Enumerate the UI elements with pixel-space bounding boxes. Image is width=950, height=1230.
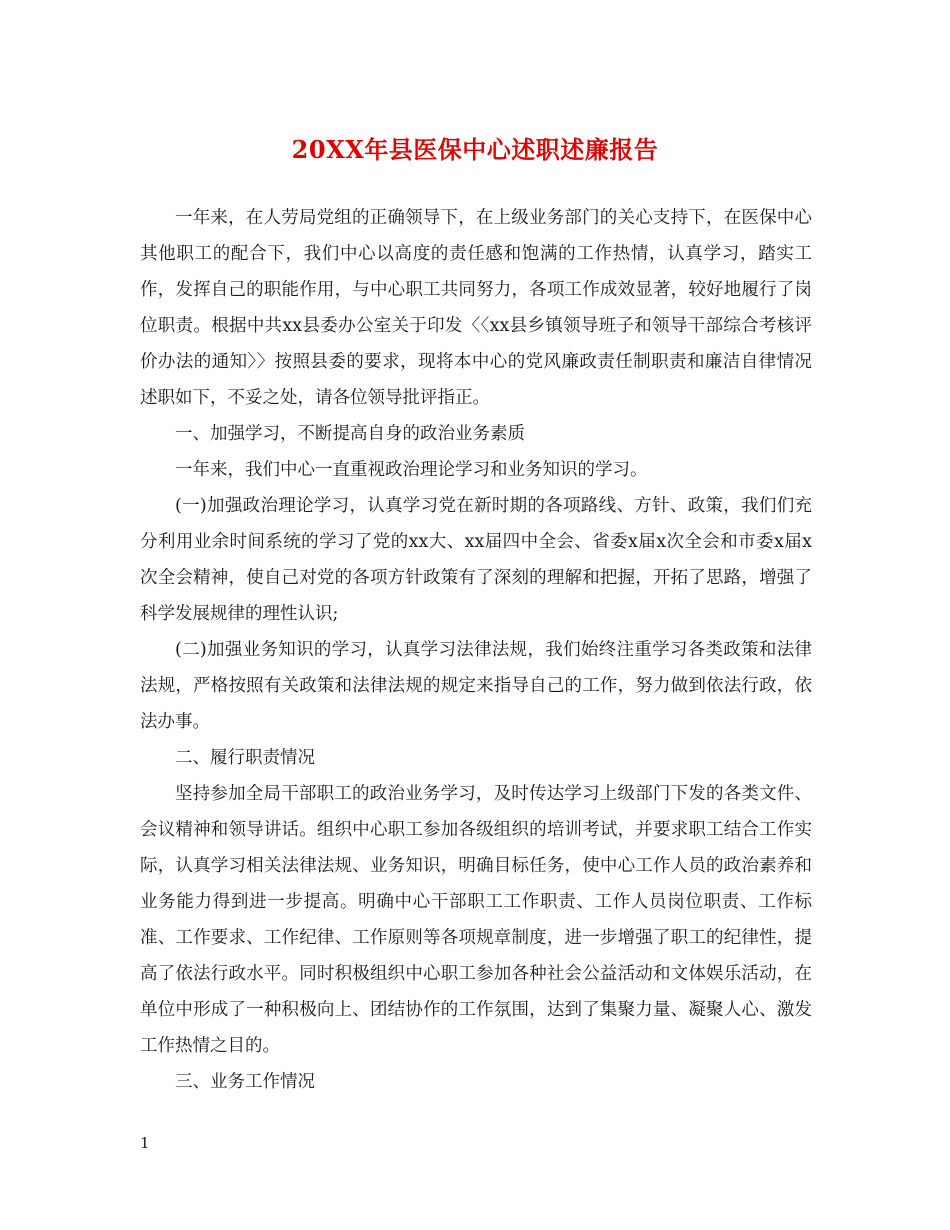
paragraph-duties: 坚持参加全局干部职工的政治业务学习，及时传达学习上级部门下发的各类文件、会议精神和领导讲话。组织中心职工参加各级组织的培训考试，并要求职工结合工作实际，认真学习相关法律法规、业务知识，明确目标任务，使中心工作人员的政治素养和业务能力得到进一步提高。明确中心干部职工工作职责、工作人员岗位职责、工作标准、工作要求、工作纪律、工作原则等各项规章制度，进一步增强了职工的纪律性，提高了依法行政水平。同时积极组织中心职工参加各种社会公益活动和文体娱乐活动，在单位中形成了一种积极向上、团结协作的工作氛围，达到了集聚力量、凝聚人心、激发工作热情之目的。 xyxy=(140,784,812,1056)
paragraph-political-study: (一)加强政治理论学习，认真学习党在新时期的各项路线、方针、政策，我们们充分利用业余时间系统的学习了党的xx大、xx届四中全会、省委x届x次全会和市委x届x次全会精神，使自己对党的各项方针政策有了深刻的理解和把握，开拓了思路，增强了科学发展规律的理性认识; xyxy=(140,496,812,624)
paragraph-study-summary: 一年来，我们中心一直重视政治理论学习和业务知识的学习。 xyxy=(175,460,648,480)
paragraph-business-study: (二)加强业务知识的学习，认真学习法律法规，我们始终注重学习各类政策和法律法规，严格按照有关政策和法律法规的规定来指导自己的工作，努力做到依法行政，依法办事。 xyxy=(140,640,812,732)
document-title: 20XX年县医保中心述职述廉报告 xyxy=(291,135,659,164)
paragraph-intro: 一年来，在人劳局党组的正确领导下，在上级业务部门的关心支持下，在医保中心其他职工的配合下，我们中心以高度的责任感和饱满的工作热情，认真学习，踏实工作，发挥自己的职能作用，与中心职工共同努力，各项工作成效显著，较好地履行了岗位职责。根据中共xx县委办公室关于印发〈〈xx县乡镇领导班子和领导干部综合考核评价办法的通知〉〉按照县委的要求，现将本中心的党风廉政责任制职责和廉洁自律情况述职如下，不妥之处，请各位领导批评指正。 xyxy=(140,208,812,408)
section-heading-2: 二、履行职责情况 xyxy=(175,748,315,768)
section-heading-3: 三、业务工作情况 xyxy=(175,1072,315,1092)
page-number: 1 xyxy=(140,1134,150,1152)
document-body xyxy=(140,200,812,1100)
section-heading-1: 一、加强学习，不断提高自身的政治业务素质 xyxy=(175,424,525,444)
